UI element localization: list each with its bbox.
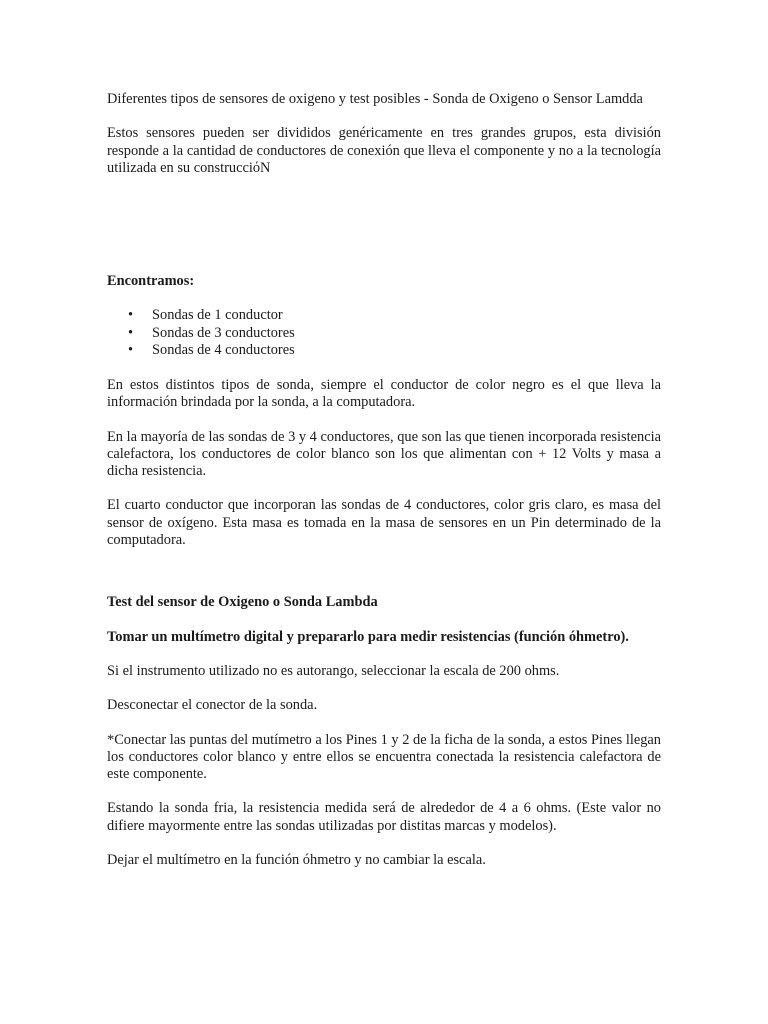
- list-item: • Sondas de 3 conductores: [107, 325, 661, 343]
- black-wire-paragraph: En estos distintos tipos de sonda, siempre el conductor de color negro es el que lleva la información brindada por la sonda, a la computadora.: [107, 376, 661, 411]
- intro-paragraph: Estos sensores pueden ser divididos genéricamente en tres grandes grupos, esta división responde a la cantidad de conductores de conexión que lleva el componente y no a la tecnología utilizada en su construcciόN: [107, 125, 661, 176]
- fourth-wire-paragraph: El cuarto conductor que incorporan las sondas de 4 conductores, color gris claro, es masa del sensor de oxígeno. Esta masa es tomada en la masa de sensores en un Pin determinado de la computadora.: [107, 497, 661, 549]
- test-step-leave: Dejar el multímetro en la función óhmetro y no cambiar la escala.: [107, 852, 486, 869]
- document-body: [107, 91, 661, 869]
- found-heading: Encontramos:: [107, 273, 195, 290]
- test-step-cold: Estando la sonda fria, la resistencia medida será de alrededor de 4 a 6 ohms. (Este valor no difiere mayormente entre las sondas utilizadas por distitas marcas y modelos).: [107, 800, 661, 834]
- list-item: • Sondas de 1 conductor: [107, 307, 661, 325]
- test-step-disconnect: Desconectar el conector de la sonda.: [107, 697, 318, 714]
- test-step-multimeter: Tomar un multímetro digital y prepararlo para medir resistencias (función óhmetro).: [107, 628, 629, 645]
- document-title: Diferentes tipos de sensores de oxigeno y test posibles - Sonda de Oxigeno o Sensor Lamdda: [107, 91, 643, 107]
- conductor-list: [107, 307, 661, 360]
- test-heading: Test del sensor de Oxigeno o Sonda Lambda: [107, 594, 378, 611]
- white-wires-paragraph: En la mayoría de las sondas de 3 y 4 conductores, que son las que tienen incorporada resistencia calefactora, los conductores de color blanco son los que alimentan con + 12 Volts y masa a dicha resistencia.: [107, 428, 661, 480]
- list-item: • Sondas de 4 conductores: [107, 342, 661, 360]
- test-step-connect: *Conectar las puntas del mutímetro a los Pines 1 y 2 de la ficha de la sonda, a estos Pines llegan los conductores color blanco y entre ellos se encuentra conectada la resistencia calefactora de este componente.: [107, 731, 661, 783]
- test-step-scale: Si el instrumento utilizado no es autorango, seleccionar la escala de 200 ohms.: [107, 662, 560, 679]
